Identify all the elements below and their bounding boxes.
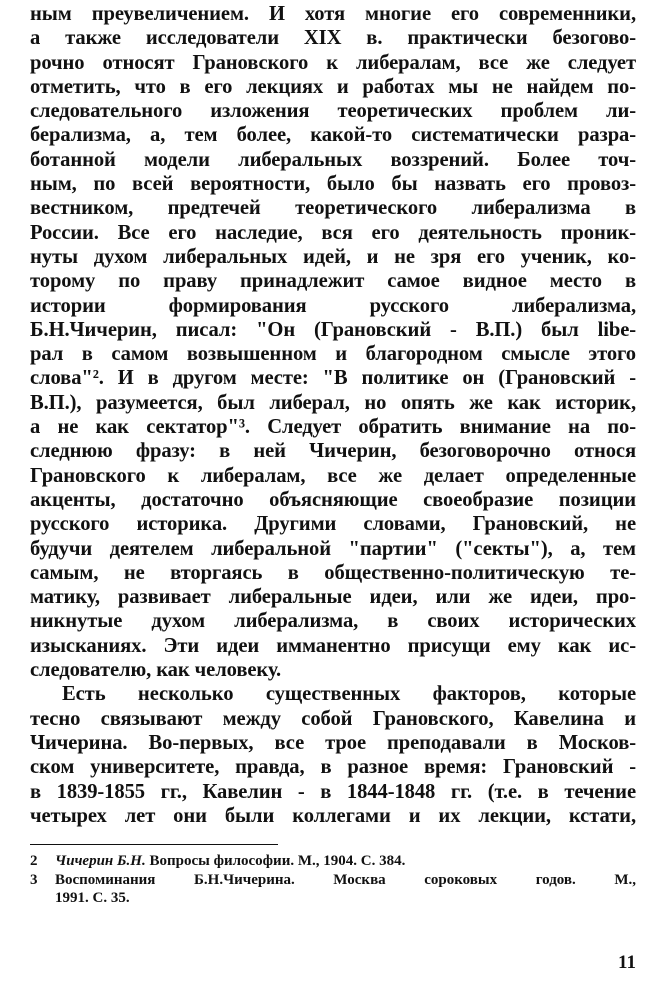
text-line: вестником, предтечей теоретического либерализма в — [30, 197, 636, 220]
footnote-text: 1991. С. 35. — [55, 890, 130, 906]
text-line: ным преувеличением. И хотя многие его современники, — [30, 3, 636, 25]
text-line: а также исследователи XIX в. практически безогово- — [30, 27, 636, 50]
text-line: нуты духом либеральных идей, и не зря его ученик, ко- — [30, 245, 636, 268]
text-line: берализма, а, тем более, какой-то систематически разра- — [30, 124, 636, 147]
text-line: акценты, достаточно объясняющие своеобразие позиции — [30, 488, 636, 511]
footnote — [30, 852, 636, 871]
text-line: следнюю фразу: в ней Чичерин, безоговорочно относя — [30, 440, 636, 463]
text-line: России. Все его наследие, вся его деятельность проник- — [30, 221, 636, 244]
footnote-text: Воспоминания Б.Н.Чичерина. Москва сороковых годов. М., — [55, 871, 636, 888]
text-line: Чичерина. Во-первых, все трое преподавали в Москов- — [30, 731, 636, 754]
footnote-mark: 3 — [30, 871, 38, 888]
main-text — [30, 2, 636, 828]
footnote-separator — [30, 844, 278, 845]
text-line: рочно относят Грановского к либералам, все же следует — [30, 51, 636, 74]
footnote-mark: 2 — [30, 853, 38, 869]
text-line: будучи деятелем либеральной "партии" ("секты"), а, тем — [30, 537, 636, 560]
text-line: истории формирования русского либерализма, — [30, 294, 636, 317]
text-line: Б.Н.Чичерин, писал: "Он (Грановский - В.П.) был libe- — [30, 318, 636, 341]
text-line: четырех лет они были коллегами и их лекции, кстати, — [30, 804, 636, 827]
text-line: тесно связывают между собой Грановского, Кавелина и — [30, 707, 636, 730]
text-line: ным, по всей вероятности, было бы назвать его провоз- — [30, 173, 636, 196]
text-line: никнутые духом либерализма, в своих исторических — [30, 610, 636, 633]
text-line: а не как сектатор"³. Следует обратить внимание на по- — [30, 416, 636, 439]
text-line-paragraph-start: Есть несколько существенных факторов, которые — [62, 683, 636, 706]
text-line: матику, развивает либеральные идеи, или же идеи, про- — [30, 586, 636, 609]
text-line: отметить, что в его лекциях и работах мы не найдем по- — [30, 75, 636, 98]
footnotes — [30, 852, 636, 908]
text-line: ботанной модели либеральных воззрений. Более точ- — [30, 148, 636, 171]
text-line: торому по праву принадлежит самое видное место в — [30, 270, 636, 293]
text-line: Грановского к либералам, все же делает определенные — [30, 464, 636, 487]
text-line: изысканиях. Эти идеи имманентно присущи ему как ис- — [30, 634, 636, 657]
footnote-author: Чичерин Б.Н. — [55, 853, 146, 869]
text-line: русского историка. Другими словами, Грановский, не — [30, 513, 636, 536]
text-line: слова"². И в другом месте: "В политике он (Грановский - — [30, 367, 636, 390]
text-line: В.П.), разумеется, был либерал, но опять же как историк, — [30, 391, 636, 414]
footnote — [30, 871, 636, 908]
text-line: самым, не вторгаясь в общественно-политическую те- — [30, 561, 636, 584]
text-line: ском университете, правда, в разное время: Грановский - — [30, 756, 636, 779]
text-line: следовательного изложения теоретических проблем ли- — [30, 100, 636, 123]
text-line: в 1839-1855 гг., Кавелин - в 1844-1848 гг. (т.е. в течение — [30, 780, 636, 803]
footnote-text: Вопросы философии. М., 1904. С. 384. — [149, 853, 406, 869]
text-line: рал в самом возвышенном и благородном смысле этого — [30, 343, 636, 366]
text-line: следователю, как человеку. — [30, 659, 282, 682]
page-number: 11 — [618, 952, 636, 973]
